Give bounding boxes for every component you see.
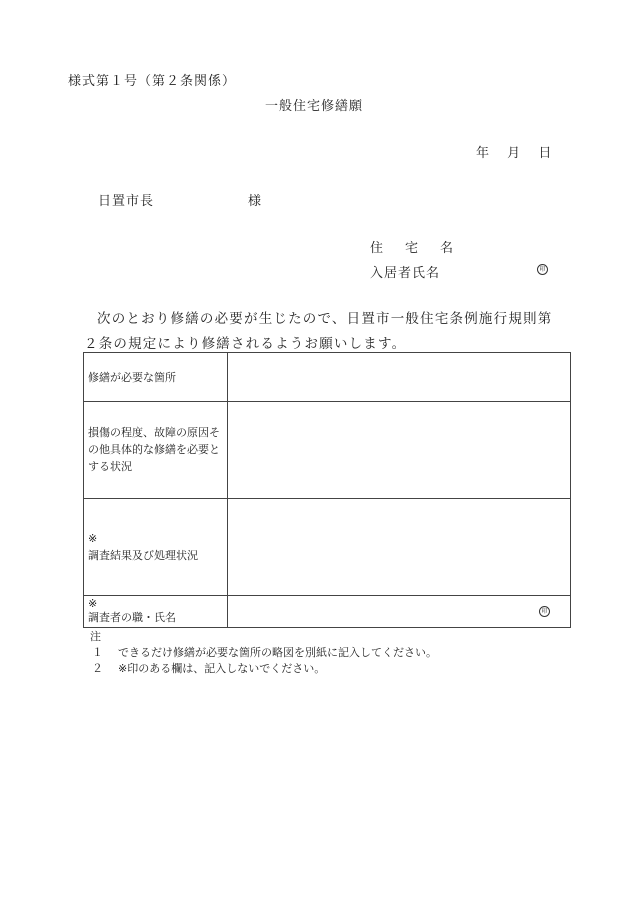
tenant-name-label: 入居者氏名 <box>370 266 441 281</box>
table-row <box>84 498 571 595</box>
body-line-1: 次のとおり修繕の必要が生じたので、日置市一般住宅条例施行規則第 <box>97 311 553 327</box>
table-row <box>84 353 571 402</box>
investigator-label: 調査者の職・氏名 <box>88 611 176 625</box>
month-label: 月 <box>507 146 521 161</box>
investigation-result-label-cell <box>84 498 228 595</box>
note-text: できるだけ修繕が必要な箇所の略図を別紙に記入してください。 <box>118 646 437 659</box>
date-line <box>476 142 551 161</box>
notes <box>90 629 437 677</box>
residence-char: 宅 <box>405 241 419 256</box>
year-label: 年 <box>476 146 490 161</box>
office-use-mark: ※ <box>88 597 98 611</box>
investigator-label-cell <box>84 595 228 627</box>
addressee-honorific: 様 <box>248 194 262 209</box>
request-table <box>83 352 571 628</box>
request-body <box>84 307 574 357</box>
damage-description-label: 損傷の程度、故障の原因その他具体的な修繕を必要とする状況 <box>84 402 228 498</box>
investigator-field[interactable] <box>228 595 571 627</box>
note-number: ２ <box>92 662 103 675</box>
residence-char: 名 <box>440 241 454 256</box>
addressee-name: 日置市長 <box>98 194 155 209</box>
day-label: 日 <box>538 146 552 161</box>
body-line-2: ２条の規定により修繕されるようお願いします。 <box>84 336 407 352</box>
note-text: ※印のある欄は、記入しないでください。 <box>118 662 326 675</box>
residence-label <box>370 237 453 256</box>
repair-location-label: 修繕が必要な箇所 <box>84 353 228 402</box>
residence-char: 住 <box>370 241 384 256</box>
form-title: 一般住宅修繕願 <box>265 99 364 114</box>
table-row <box>84 595 571 627</box>
investigation-result-label: 調査結果及び処理状況 <box>88 548 198 562</box>
form-number: 様式第１号（第２条関係） <box>68 74 237 89</box>
table-row <box>84 402 571 498</box>
note-item <box>90 645 437 661</box>
office-use-mark: ※ <box>88 531 98 545</box>
notes-heading: 注 <box>90 630 101 643</box>
note-item <box>90 661 437 677</box>
investigator-seal-icon: 印 <box>539 606 550 617</box>
applicant-seal-icon: 印 <box>537 264 548 275</box>
investigation-result-field[interactable] <box>228 498 571 595</box>
damage-description-field[interactable] <box>228 402 571 498</box>
repair-location-field[interactable] <box>228 353 571 402</box>
note-number: １ <box>92 646 103 659</box>
